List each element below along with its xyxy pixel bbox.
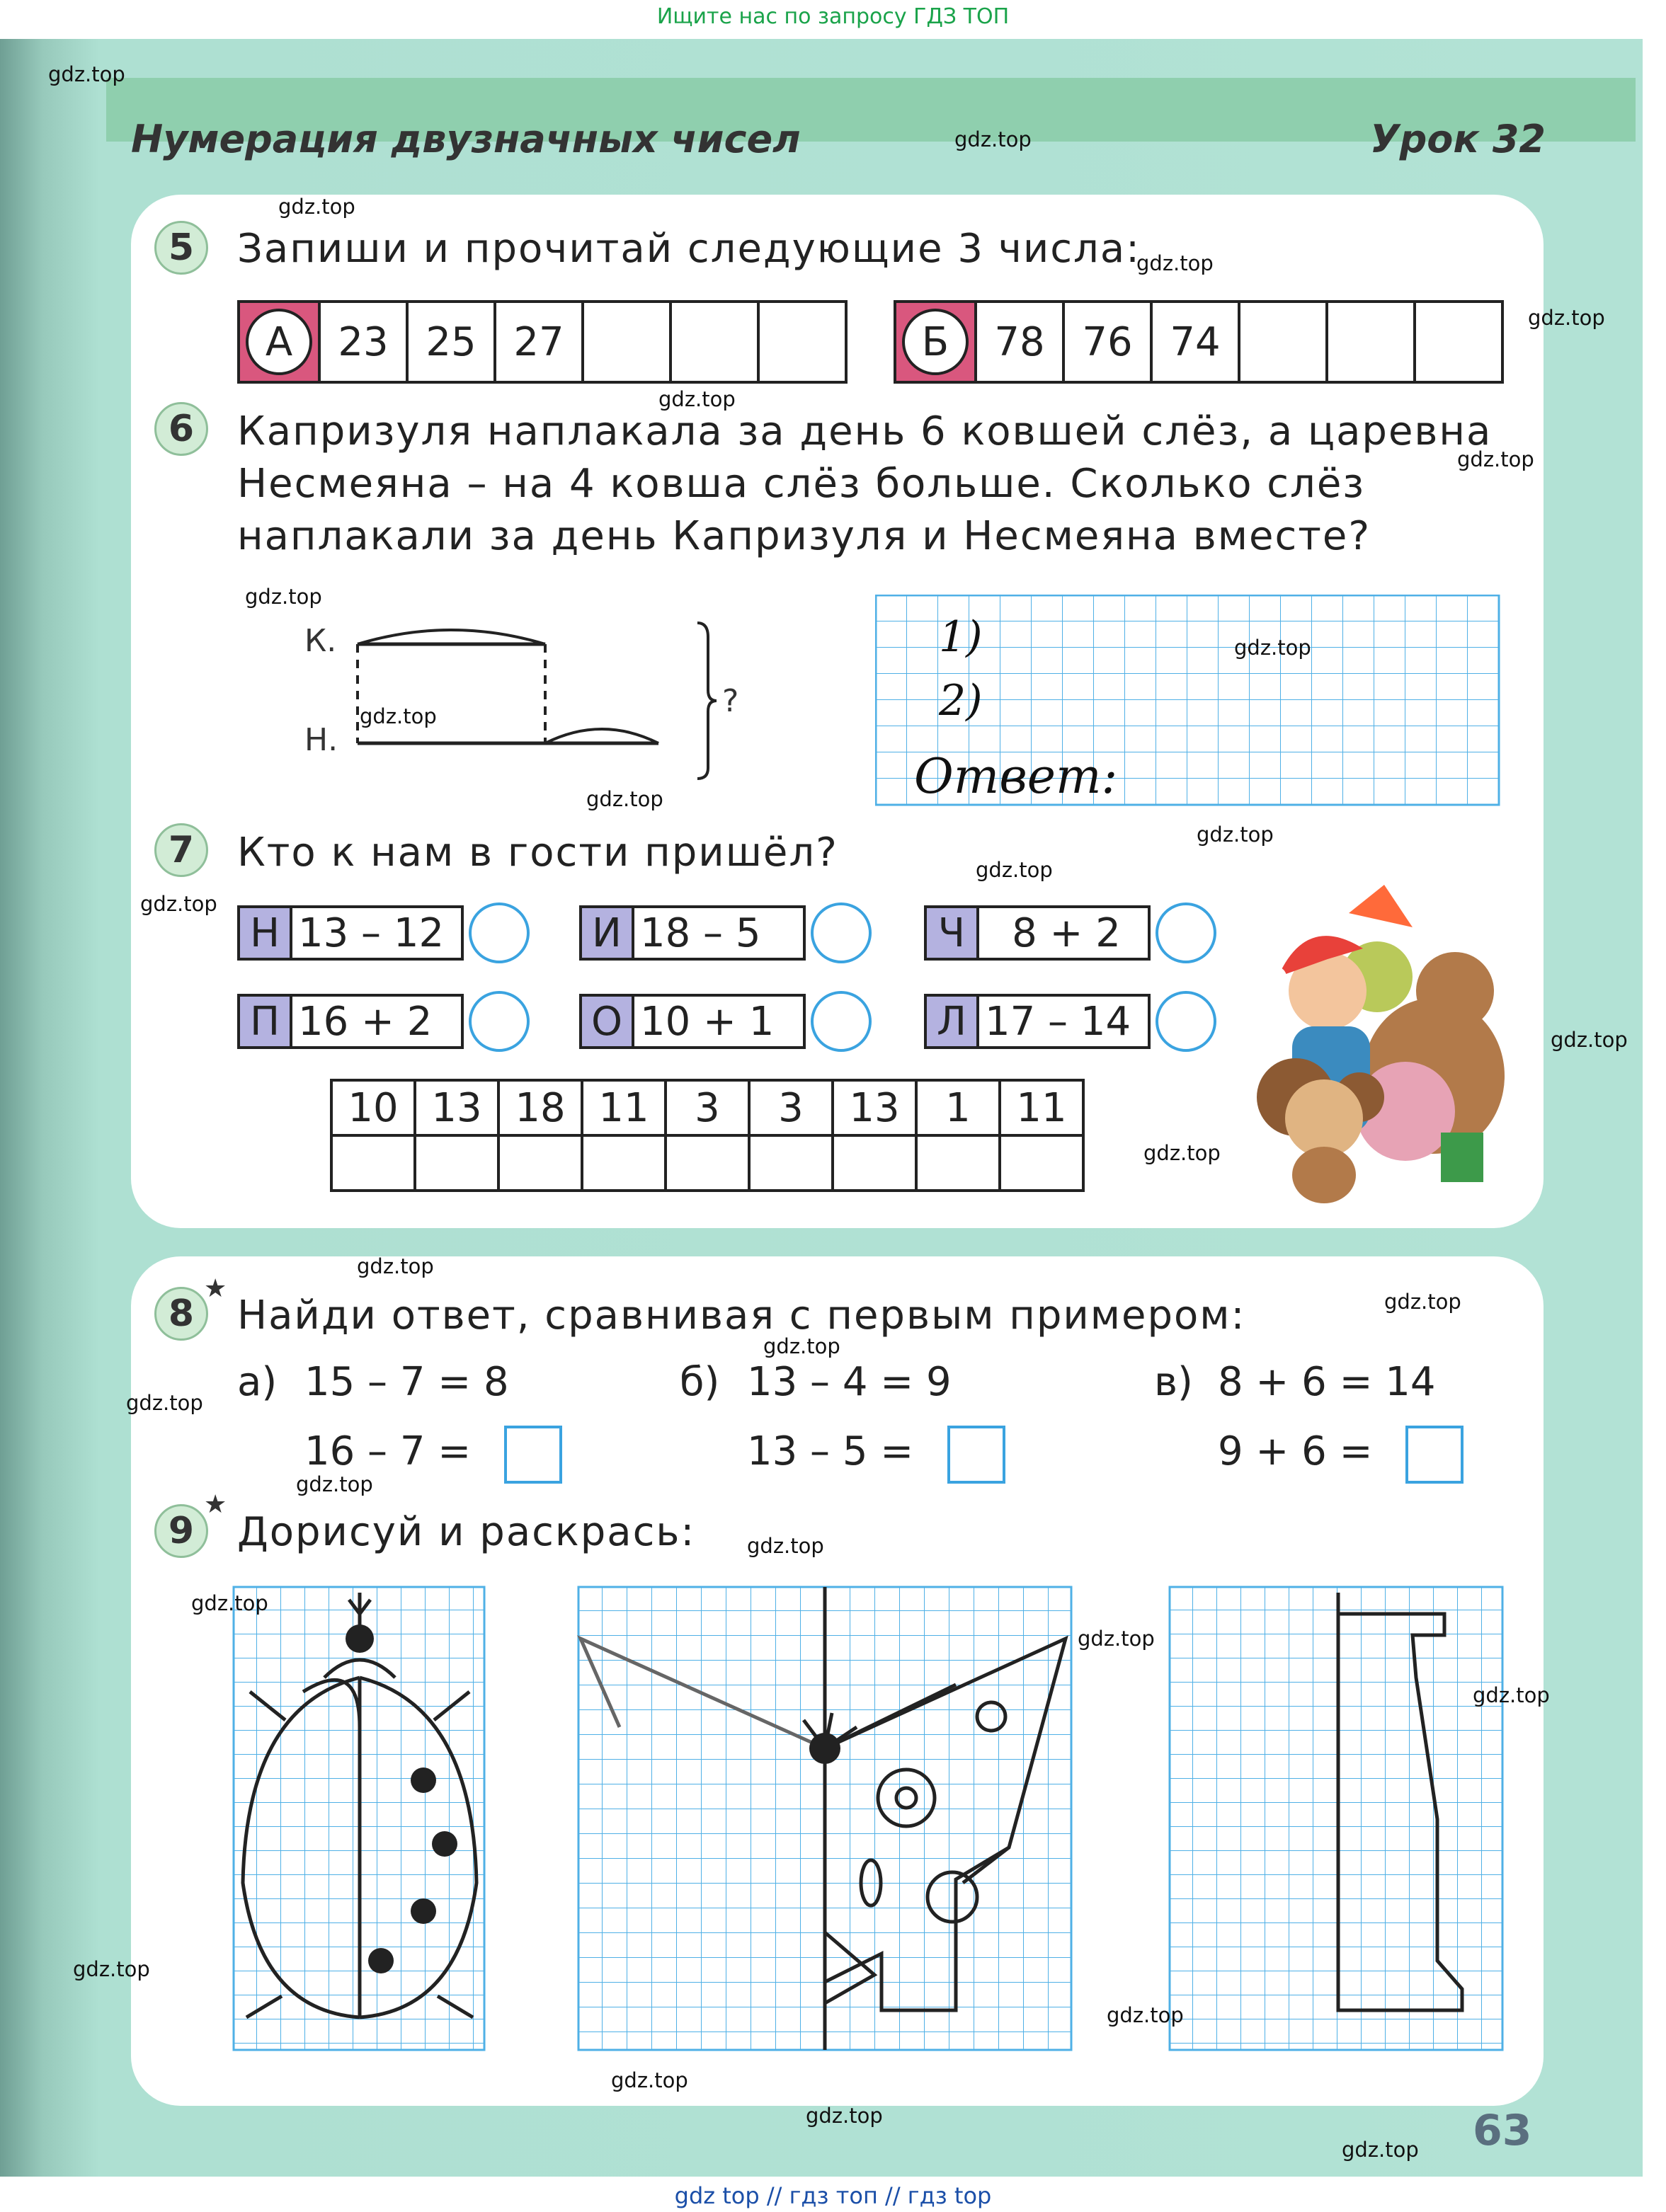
task6-line-2: Несмеяна – на 4 ковша слёз больше. Сколько слёз <box>237 461 1366 507</box>
code-table <box>330 1079 1085 1192</box>
watermark: gdz.top <box>1234 636 1311 660</box>
code-number: 1 <box>916 1080 1000 1135</box>
code-number: 11 <box>1000 1080 1083 1135</box>
task8-c-answer-box[interactable] <box>1405 1426 1464 1484</box>
code-letter-cell[interactable] <box>916 1135 1000 1191</box>
code-number: 3 <box>749 1080 833 1135</box>
task8-c-label: в) <box>1154 1359 1193 1405</box>
sequence-a <box>237 300 848 384</box>
task8-c-ask: 9 + 6 = <box>1218 1428 1373 1474</box>
sequence-answer-cell[interactable] <box>760 303 845 381</box>
watermark: gdz.top <box>1551 1028 1628 1052</box>
task8-text: Найди ответ, сравнивая с первым примером: <box>237 1293 1246 1339</box>
sequence-b <box>894 300 1504 384</box>
task8-a-answer-box[interactable] <box>504 1426 562 1484</box>
watermark: gdz.top <box>1342 2138 1419 2162</box>
sequence-answer-cell[interactable] <box>1416 303 1501 381</box>
task8-star-icon: ★ <box>204 1274 227 1303</box>
sequence-answer-cell[interactable] <box>1328 303 1416 381</box>
sequence-b-label: Б <box>902 309 969 375</box>
watermark: gdz.top <box>245 585 322 609</box>
watermark: gdz.top <box>747 1534 824 1558</box>
sequence-answer-cell[interactable] <box>672 303 760 381</box>
sequence-answer-cell[interactable] <box>1240 303 1328 381</box>
task9-text: Дорисуй и раскрась: <box>237 1509 696 1555</box>
example-box <box>237 905 464 961</box>
sequence-cell: 76 <box>1065 303 1153 381</box>
watermark: gdz.top <box>296 1472 373 1496</box>
segment-diagram <box>283 609 765 793</box>
code-letter-cell[interactable] <box>582 1135 666 1191</box>
watermark: gdz.top <box>1528 306 1605 330</box>
watermark: gdz.top <box>806 2104 883 2128</box>
task8-b-ask: 13 – 5 = <box>747 1428 914 1474</box>
page-title: Нумерация двузначных чисел <box>131 117 801 161</box>
code-letter-cell[interactable] <box>749 1135 833 1191</box>
task6-line-3: наплакали за день Капризуля и Несмеяна вместе? <box>237 513 1371 559</box>
code-letter-cell[interactable] <box>498 1135 582 1191</box>
task8-b-answer-box[interactable] <box>947 1426 1005 1484</box>
watermark: gdz.top <box>360 704 437 728</box>
task9-number: 9 <box>154 1504 208 1558</box>
task8-b-label: б) <box>680 1359 720 1405</box>
answer-circle[interactable] <box>1156 991 1216 1052</box>
cartoon-guests-illustration <box>1243 871 1512 1210</box>
diagram-label-n: Н. <box>304 722 338 758</box>
watermark: gdz.top <box>126 1391 203 1415</box>
example-letter: П <box>240 997 292 1046</box>
code-number: 13 <box>415 1080 498 1135</box>
watermark: gdz.top <box>73 1957 150 1981</box>
answer-circle[interactable] <box>811 902 872 963</box>
example-letter: Н <box>240 908 292 958</box>
sequence-cell: 74 <box>1153 303 1240 381</box>
butterfly-drawing-grid[interactable] <box>577 1586 1073 2053</box>
example-expression: 17 – 14 <box>985 998 1131 1045</box>
diagram-question: ? <box>722 683 739 719</box>
answer-circle[interactable] <box>811 991 872 1052</box>
code-letter-cell[interactable] <box>415 1135 498 1191</box>
task8-b-given: 13 – 4 = 9 <box>747 1359 952 1405</box>
task8-number: 8 <box>154 1287 208 1341</box>
example-letter: Ч <box>927 908 979 958</box>
sequence-answer-cell[interactable] <box>584 303 672 381</box>
example-expression: 18 – 5 <box>640 910 761 956</box>
watermark: gdz.top <box>1384 1290 1461 1314</box>
watermark: gdz.top <box>1473 1683 1550 1707</box>
watermark: gdz.top <box>611 2068 688 2092</box>
example-expression: 8 + 2 <box>1012 910 1121 956</box>
watermark: gdz.top <box>278 195 355 219</box>
example-letter: И <box>582 908 634 958</box>
watermark: gdz.top <box>1197 823 1274 847</box>
code-number: 11 <box>582 1080 666 1135</box>
task7-number: 7 <box>154 823 208 877</box>
sequence-cell: 27 <box>496 303 584 381</box>
example-box <box>579 905 806 961</box>
watermark: gdz.top <box>1136 251 1214 275</box>
code-letter-cell[interactable] <box>833 1135 916 1191</box>
example-expression: 13 – 12 <box>298 910 445 956</box>
lesson-label: Урок 32 <box>1370 117 1546 161</box>
answer-circle[interactable] <box>469 902 530 963</box>
diagram-label-k: К. <box>304 623 337 659</box>
task6-number: 6 <box>154 402 208 456</box>
example-box <box>237 994 464 1049</box>
code-number: 18 <box>498 1080 582 1135</box>
example-box <box>924 905 1151 961</box>
top-banner: Ищите нас по запросу ГДЗ ТОП <box>656 4 1010 29</box>
example-box <box>579 994 806 1049</box>
answer-line-1: 1) <box>939 612 983 662</box>
answer-circle[interactable] <box>1156 902 1216 963</box>
task8-c-given: 8 + 6 = 14 <box>1218 1359 1436 1405</box>
sequence-a-label: А <box>246 309 312 375</box>
task8-a-label: а) <box>237 1359 278 1405</box>
watermark: gdz.top <box>976 858 1053 882</box>
code-letter-cell[interactable] <box>666 1135 749 1191</box>
example-expression: 10 + 1 <box>640 998 775 1045</box>
watermark: gdz.top <box>1143 1141 1221 1165</box>
code-letter-cell[interactable] <box>331 1135 415 1191</box>
code-number: 13 <box>833 1080 916 1135</box>
watermark: gdz.top <box>357 1254 434 1278</box>
example-letter: О <box>582 997 634 1046</box>
watermark: gdz.top <box>1457 447 1534 471</box>
answer-circle[interactable] <box>469 991 530 1052</box>
task7-text: Кто к нам в гости пришёл? <box>237 830 838 876</box>
task8-a-ask: 16 – 7 = <box>304 1428 472 1474</box>
tower-drawing-grid[interactable] <box>1168 1586 1505 2053</box>
task5-text: Запиши и прочитай следующие 3 числа: <box>237 226 1141 272</box>
code-letter-cell[interactable] <box>1000 1135 1083 1191</box>
answer-line-3: Ответ: <box>914 749 1118 805</box>
ladybug-drawing-grid[interactable] <box>232 1586 487 2053</box>
watermark: gdz.top <box>763 1334 840 1358</box>
sequence-cell: 78 <box>977 303 1065 381</box>
example-box <box>924 994 1151 1049</box>
code-number: 10 <box>331 1080 415 1135</box>
task9-star-icon: ★ <box>204 1490 227 1519</box>
code-number: 3 <box>666 1080 749 1135</box>
task8-a-given: 15 – 7 = 8 <box>304 1359 509 1405</box>
watermark: gdz.top <box>1078 1627 1155 1651</box>
sequence-cell: 25 <box>409 303 496 381</box>
bottom-banner: gdz top // гдз топ // гдз top <box>674 2182 992 2209</box>
example-expression: 16 + 2 <box>298 998 433 1045</box>
example-letter: Л <box>927 997 979 1046</box>
answer-line-2: 2) <box>939 676 983 726</box>
sequence-cell: 23 <box>321 303 409 381</box>
page-number: 63 <box>1473 2106 1532 2155</box>
task5-number: 5 <box>154 221 208 275</box>
watermark: gdz.top <box>140 892 217 916</box>
watermark: gdz.top <box>1107 2003 1184 2027</box>
watermark: gdz.top <box>191 1591 268 1615</box>
watermark: gdz.top <box>954 127 1032 151</box>
watermark: gdz.top <box>586 787 663 811</box>
watermark: gdz.top <box>48 62 125 86</box>
answer-grid-task6[interactable] <box>875 595 1501 807</box>
task6-line-1: Капризуля наплакала за день 6 ковшей слёз, а царевна <box>237 408 1493 454</box>
watermark: gdz.top <box>658 387 736 411</box>
